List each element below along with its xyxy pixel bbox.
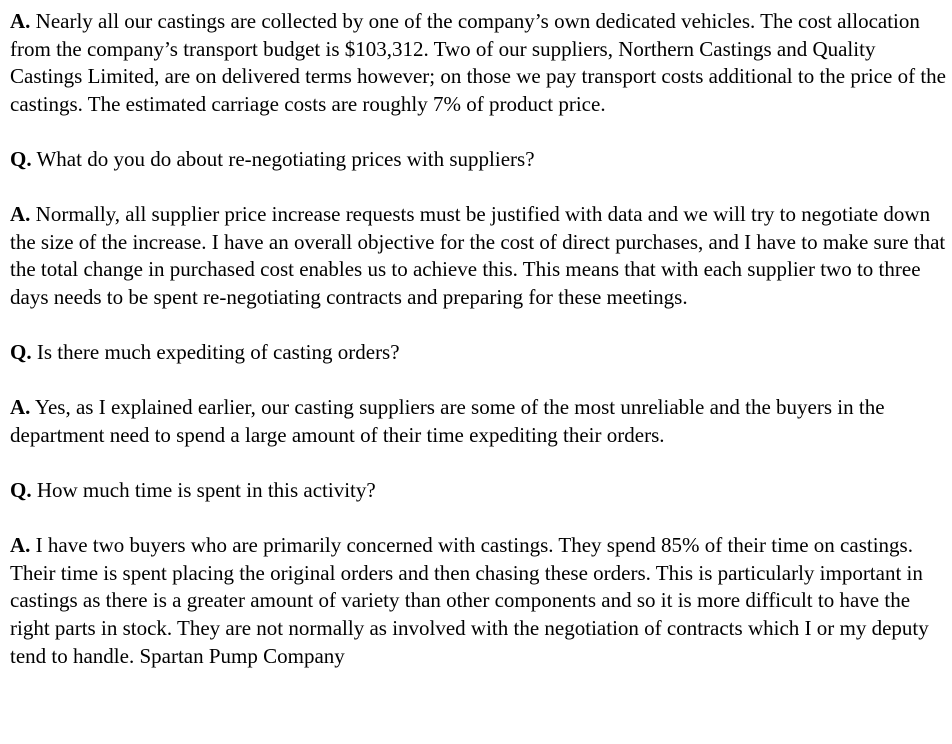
paragraph-text: Yes, as I explained earlier, our casting suppliers are some of the most unreliable and the buyers in the department need to spend a large amount of their time expediting their orders. [10,395,885,447]
speaker-label: A. [10,9,31,33]
question-paragraph [10,146,946,174]
paragraph-text: Normally, all supplier price increase requests must be justified with data and we will try to negotiate down the size of the increase. I have an overall objective for the cost of direct purchases, and I have to make sure that the total change in purchased cost enables us to achieve this. This means that with each supplier two to three days needs to be spent re-negotiating contracts and preparing for these meetings. [10,202,946,309]
answer-paragraph [10,394,946,449]
answer-paragraph [10,532,946,670]
paragraph-text: Nearly all our castings are collected by one of the company’s own dedicated vehicles. The cost allocation from the company’s transport budget is $103,312. Two of our suppliers, Northern Castings and Quality Castings Limited, are on delivered terms however; on those we pay transport costs additional to the price of the castings. The estimated carriage costs are roughly 7% of product price. [10,9,946,116]
speaker-label: A. [10,395,31,420]
question-paragraph [10,339,946,367]
speaker-label: Q. [10,478,32,503]
paragraph-text: Is there much expediting of casting orders? [36,340,400,365]
paragraph-text: What do you do about re-negotiating prices with suppliers? [36,146,535,171]
speaker-label: A. [10,202,31,227]
question-paragraph [10,477,946,505]
speaker-label: Q. [10,340,32,365]
speaker-label: A. [10,533,31,558]
speaker-label: Q. [10,146,32,171]
paragraph-text: How much time is spent in this activity? [36,478,376,503]
paragraph-text: I have two buyers who are primarily concerned with castings. They spend 85% of their time on castings. Their time is spent placing the original orders and then chasing these orders. This is particularly important in castings as there is a greater amount of variety than other components and so it is more difficult to have the right parts in stock. They are not normally as involved with the negotiation of contracts which I or my deputy tend to handle. Spartan Pump Company [10,533,929,668]
answer-paragraph [10,8,946,118]
answer-paragraph [10,201,946,311]
